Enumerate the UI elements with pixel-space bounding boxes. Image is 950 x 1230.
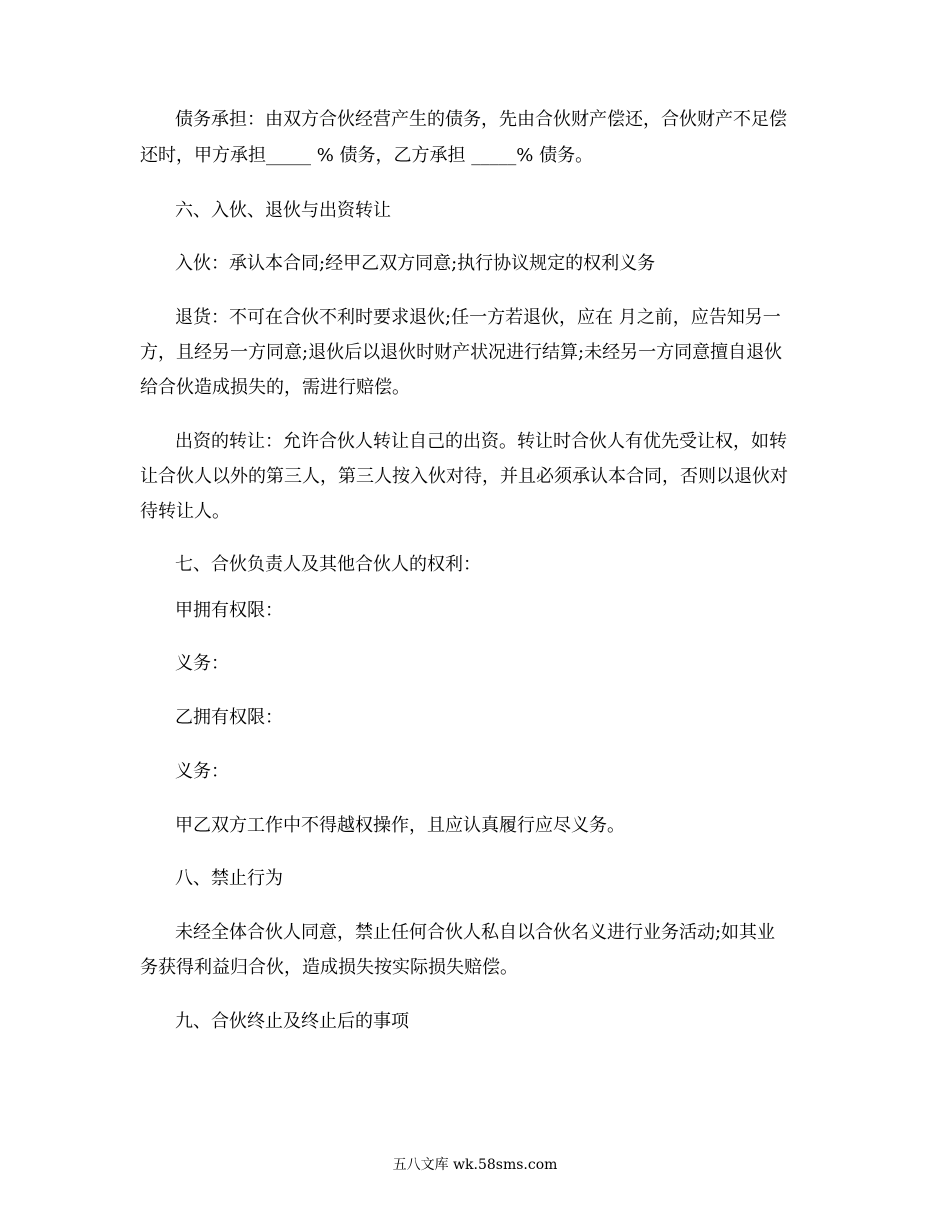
party-b-authority: 乙拥有权限： (175, 707, 283, 728)
section-heading-7: 七、合伙负责人及其他合伙人的权利： (175, 554, 481, 575)
paragraph-no-overstep: 甲乙双方工作中不得越权操作，且应认真履行应尽义务。 (175, 815, 625, 836)
paragraph-withdraw-line-2: 方，且经另一方同意;退伙后以退伙时财产状况进行结算;未经另一方同意擅自退伙 (140, 342, 783, 363)
paragraph-prohibited-line-1: 未经全体合伙人同意，禁止任何合伙人私自以合伙名义进行业务活动;如其业 (175, 922, 776, 943)
paragraph-join: 入伙：承认本合同;经甲乙双方同意;执行协议规定的权利义务 (175, 253, 656, 274)
paragraph-withdraw-line-1: 退货：不可在合伙不利时要求退伙;任一方若退伙，应在 月之前，应告知另一 (175, 307, 781, 328)
paragraph-withdraw-line-3: 给合伙造成损失的，需进行赔偿。 (140, 377, 410, 398)
paragraph-debt-line-2: 还时，甲方承担_____ % 债务，乙方承担 _____% 债务。 (140, 145, 594, 166)
party-a-authority: 甲拥有权限： (175, 600, 283, 621)
section-heading-6: 六、入伙、退伙与出资转让 (175, 200, 391, 221)
section-heading-9: 九、合伙终止及终止后的事项 (175, 1011, 409, 1032)
paragraph-transfer-line-1: 出资的转让：允许合伙人转让自己的出资。转让时合伙人有优先受让权，如转 (175, 431, 787, 452)
paragraph-debt-line-1: 债务承担：由双方合伙经营产生的债务，先由合伙财产偿还，合伙财产不足偿 (175, 109, 787, 130)
footer-watermark-text: 五八文库 wk.58sms.com (392, 1157, 558, 1173)
paragraph-transfer-line-3: 待转让人。 (140, 501, 230, 522)
party-a-obligation: 义务： (175, 653, 229, 674)
paragraph-prohibited-line-2: 务获得利益归合伙，造成损失按实际损失赔偿。 (140, 957, 518, 978)
party-b-obligation: 义务： (175, 761, 229, 782)
paragraph-transfer-line-2: 让合伙人以外的第三人，第三人按入伙对待，并且必须承认本合同，否则以退伙对 (140, 466, 788, 487)
section-heading-8: 八、禁止行为 (175, 868, 283, 889)
